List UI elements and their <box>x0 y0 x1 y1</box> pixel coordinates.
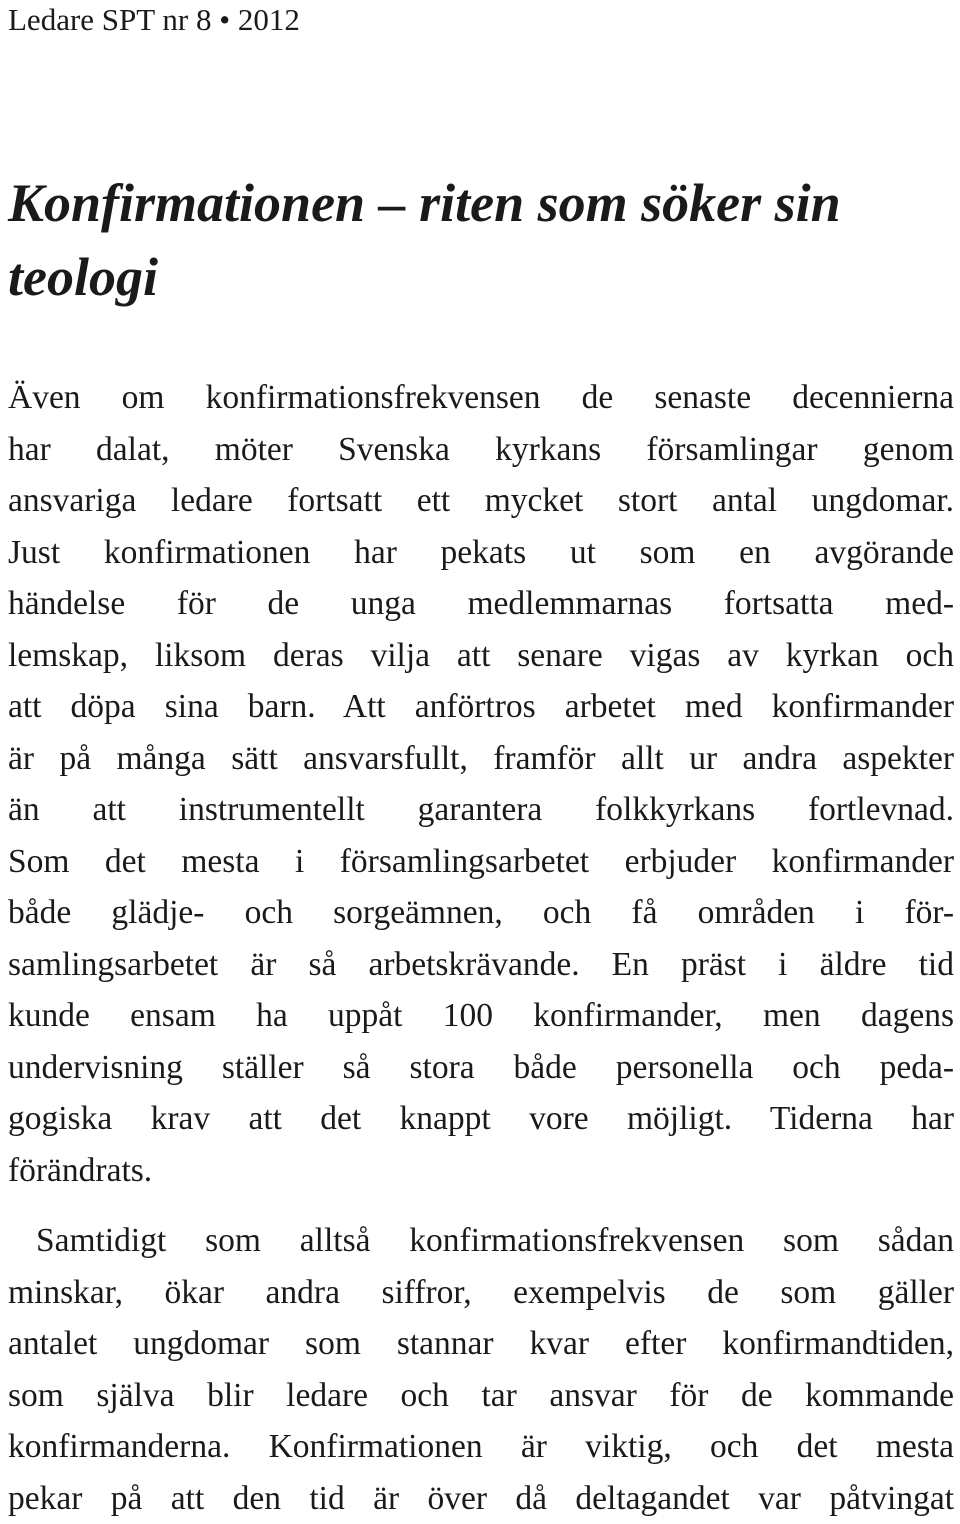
text-line: minskar, ökar andra siffror, exempelvis de som gäller <box>8 1267 954 1319</box>
text-line: kunde ensam ha uppåt 100 konfirmander, men dagens <box>8 990 954 1042</box>
text-line: ansvariga ledare fortsatt ett mycket stort antal ungdomar. <box>8 475 954 527</box>
text-line: förändrats. <box>8 1145 954 1197</box>
text-line: Som det mesta i församlingsarbetet erbjuder konfirmander <box>8 836 954 888</box>
text-line: händelse för de unga medlemmarnas fortsatta med- <box>8 578 954 630</box>
text-line: konfirmanderna. Konfirmationen är viktig, och det mesta <box>8 1421 954 1473</box>
text-line: antalet ungdomar som stannar kvar efter konfirmandtiden, <box>8 1318 954 1370</box>
text-line: Just konfirmationen har pekats ut som en avgörande <box>8 527 954 579</box>
text-line: gogiska krav att det knappt vore möjligt. Tiderna har <box>8 1093 954 1145</box>
text-line: Samtidigt som alltså konfirmationsfrekvensen som sådan <box>8 1215 954 1267</box>
text-line: har dalat, möter Svenska kyrkans församlingar genom <box>8 424 954 476</box>
text-line: än att instrumentellt garantera folkkyrkans fortlevnad. <box>8 784 954 836</box>
article-title <box>8 166 954 314</box>
text-line: både glädje- och sorgeämnen, och få områden i för- <box>8 887 954 939</box>
title-line: teologi <box>8 240 954 314</box>
title-line: Konfirmationen – riten som söker sin <box>8 166 954 240</box>
text-line: lemskap, liksom deras vilja att senare vigas av kyrkan och <box>8 630 954 682</box>
running-head: Ledare SPT nr 8 • 2012 <box>8 0 300 40</box>
text-line: samlingsarbetet är så arbetskrävande. En präst i äldre tid <box>8 939 954 991</box>
text-line: undervisning ställer så stora både personella och peda- <box>8 1042 954 1094</box>
body-paragraph <box>8 1215 954 1524</box>
text-line: som själva blir ledare och tar ansvar för de kommande <box>8 1370 954 1422</box>
text-line: är på många sätt ansvarsfullt, framför allt ur andra aspekter <box>8 733 954 785</box>
body-paragraph <box>8 372 954 1196</box>
text-line: Även om konfirmationsfrekvensen de senaste decennierna <box>8 372 954 424</box>
text-line: att döpa sina barn. Att anförtros arbetet med konfirmander <box>8 681 954 733</box>
text-line: pekar på att den tid är över då deltagandet var påtvingat <box>8 1473 954 1524</box>
